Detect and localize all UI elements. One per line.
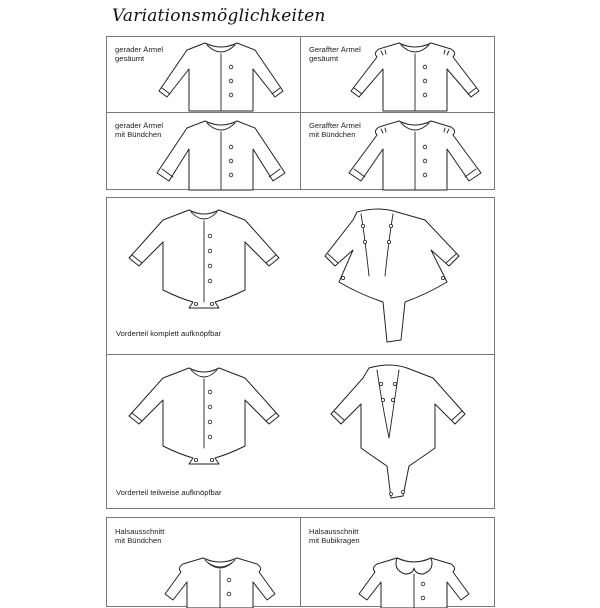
cell-gathered-sleeve-cuff <box>301 113 496 191</box>
cell-neckline-collar <box>301 518 496 608</box>
top-garment-straight-cuff <box>107 113 300 191</box>
bodysuit-variations-panel <box>106 197 495 509</box>
label-gathered-sleeve-cuff: Geraffter Ärmel mit Bündchen <box>309 121 361 139</box>
cell-straight-sleeve-hemmed <box>107 37 300 112</box>
page-title: Variationsmöglichkeiten <box>112 6 326 26</box>
cell-neckline-cuff <box>107 518 300 608</box>
top-garment-gathered-cuff <box>301 113 496 191</box>
cell-gathered-sleeve-hemmed <box>301 37 496 112</box>
top-garment-neckline-cuff <box>107 518 300 608</box>
top-garment-gathered-hemmed <box>301 37 496 112</box>
label-front-fully-buttoned: Vorderteil komplett aufknöpfbar <box>116 329 222 338</box>
label-straight-sleeve-cuff: gerader Ärmel mit Bündchen <box>115 121 164 139</box>
label-neckline-cuff: Halsausschnitt mit Bündchen <box>115 527 165 545</box>
label-straight-sleeve-hemmed: gerader Ärmel gesäumt <box>115 45 164 63</box>
label-neckline-collar: Halsausschnitt mit Bubikragen <box>309 527 360 545</box>
cell-straight-sleeve-cuff <box>107 113 300 191</box>
top-garment-neckline-collar <box>301 518 496 608</box>
top-garment-straight-hemmed <box>107 37 300 112</box>
neckline-variations-panel <box>106 517 495 607</box>
label-front-partially-buttoned: Vorderteil teilweise aufknöpfbar <box>116 488 222 497</box>
bodysuit-partially-buttoned-open <box>107 198 496 510</box>
label-gathered-sleeve-hemmed: Geraffter Ärmel gesäumt <box>309 45 361 63</box>
sleeve-variations-panel <box>106 36 495 190</box>
